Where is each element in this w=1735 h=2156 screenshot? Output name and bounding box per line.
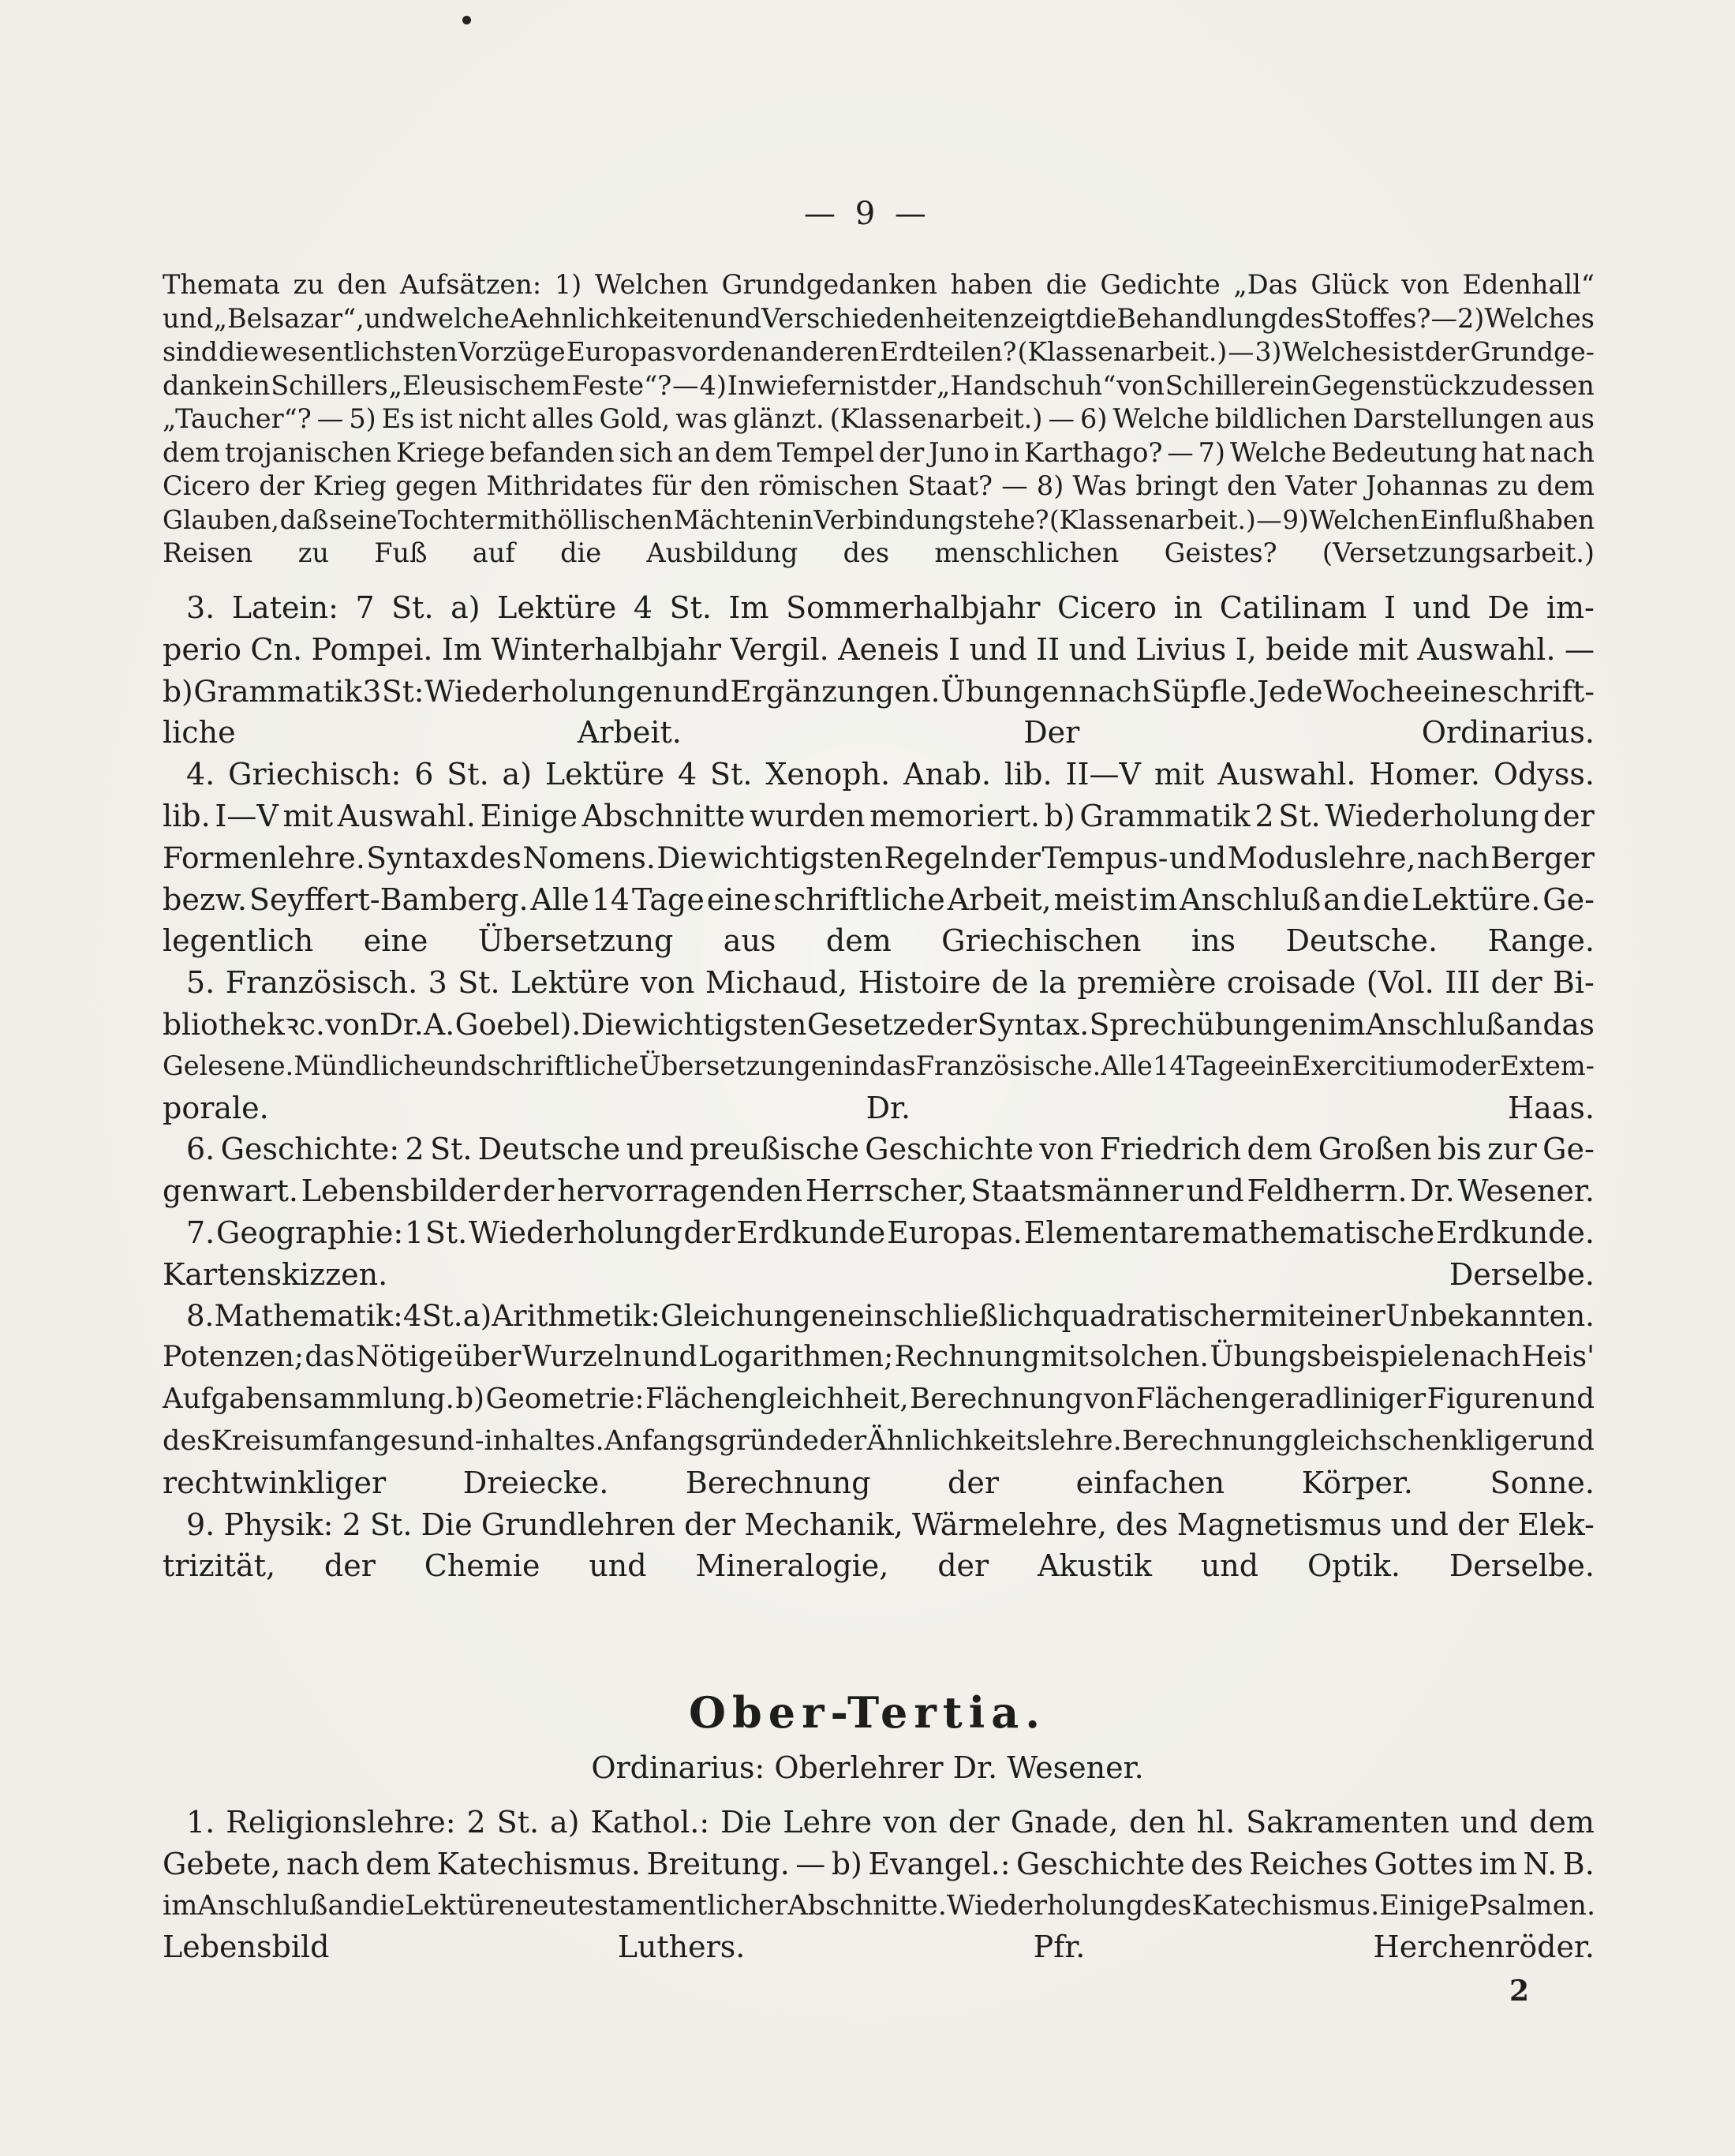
themata-paragraph (163, 268, 1595, 571)
text-line: im Anschluß an die Lektüre neutestamentlicher Abschnitte. Wiederholung des Katechismus. Einige Psalmen. (163, 1889, 1596, 1922)
page-number: — 9 — (804, 196, 931, 232)
lower-section (163, 1802, 1595, 1968)
text-line: Gelesene. Mündliche und schriftliche Übersetzungen in das Französische. Alle 14 Tage ein Exercitium oder Extem- (163, 1050, 1595, 1081)
text-line: 4. Griechisch: 6 St. a) Lektüre 4 St. Xenoph. Anab. lib. II—V mit Auswahl. Homer. Odyss. (186, 757, 1595, 792)
text-line: danke in Schillers „Eleusischem Feste“? — 4) Inwiefern ist der „Handschuh“ von Schiller ein Gegenstück zu dessen (163, 369, 1595, 401)
text-line: 5. Französisch. 3 St. Lektüre von Michaud, Histoire de la première croisade (Vol. III der Bi- (186, 965, 1595, 1001)
text-line: 9. Physik: 2 St. Die Grundlehren der Mechanik, Wärmelehre, des Magnetismus und der Elek- (186, 1507, 1595, 1542)
text-line: b) Grammatik 3 St: Wiederholungen und Ergänzungen. Übungen nach Süpfle. Jede Woche eine schrift- (163, 673, 1595, 709)
signature-mark: 2 (1509, 1974, 1530, 2008)
text-line: Aufgabensammlung. b) Geometrie: Flächengleichheit, Berechnung von Flächen geradliniger Figuren und (163, 1383, 1595, 1416)
text-line: bezw. Seyffert-Bamberg. Alle 14 Tage eine schriftliche Arbeit, meist im Anschluß an die Lektüre. Ge- (163, 881, 1595, 917)
section-ordinarius: Ordinarius: Oberlehrer Dr. Wesener. (591, 1750, 1144, 1785)
text-line: 3. Latein: 7 St. a) Lektüre 4 St. Im Sommerhalbjahr Cicero in Catilinam I und De im- (186, 590, 1595, 625)
text-line: rechtwinkliger Dreiecke. Berechnung der einfachen Körper. Sonne. (163, 1465, 1595, 1500)
text-line: 8. Mathematik: 4 St. a) Arithmetik: Gleichungen einschließlich quadratischer mit einer Unbekannten. (186, 1298, 1595, 1333)
text-line: Cicero der Krieg gegen Mithridates für den römischen Staat? — 8) Was bringt den Vater Johannas zu dem (163, 470, 1595, 501)
text-line: lib. I—V mit Auswahl. Einige Abschnitte wurden memoriert. b) Grammatik 2 St. Wiederholung der (163, 798, 1595, 833)
text-line: bliothek ꝛc. von Dr. A. Goebel). Die wichtigsten Gesetze der Syntax. Sprechübungen im Anschluß an das (163, 1006, 1595, 1042)
ink-dot (462, 16, 471, 24)
text-line: Themata zu den Aufsätzen: 1) Welchen Grundgedanken haben die Gedichte „Das Glück von Edenhall“ (163, 269, 1595, 300)
text-line: sind die wesentlichsten Vorzüge Europas vor den anderen Erdteilen? (Klassenarbeit.) — 3) Welches ist der Grundge- (163, 336, 1595, 367)
text-line: trizität, der Chemie und Mineralogie, der Akustik und Optik. Derselbe. (163, 1548, 1595, 1584)
text-line: genwart. Lebensbilder der hervorragenden Herrscher, Staatsmänner und Feldherrn. Dr. Wesener. (163, 1173, 1595, 1209)
text-line: und „Belsazar“, und welche Aehnlichkeiten und Verschiedenheiten zeigt die Behandlung des Stoffes? — 2) Welches (163, 302, 1595, 334)
text-line: „Taucher“? — 5) Es ist nicht alles Gold, was glänzt. (Klassenarbeit.) — 6) Welche bildlichen Darstellungen aus (163, 403, 1595, 434)
text-line: Potenzen; das Nötige über Wurzeln und Logarithmen; Rechnung mit solchen. Übungsbeispiele nach Heis' (163, 1341, 1595, 1374)
text-line: Gebete, nach dem Katechismus. Breitung. — b) Evangel.: Geschichte des Reiches Gottes im N. B. (163, 1846, 1595, 1881)
text-line: des Kreisumfanges und -inhaltes. Anfangsgründe der Ähnlichkeitslehre. Berechnung gleichschenkliger und (163, 1424, 1595, 1457)
text-line: 7. Geographie: 1 St. Wiederholung der Erdkunde Europas. Elementare mathematische Erdkunde. (186, 1215, 1595, 1250)
text-line: liche Arbeit. Der Ordinarius. (163, 715, 1595, 750)
section-heading: Ober-Tertia. (688, 1687, 1047, 1738)
text-line: Lebensbild Luthers. Pfr. Herchenröder. (163, 1930, 1595, 1965)
text-line: 1. Religionslehre: 2 St. a) Kathol.: Die Lehre von der Gnade, den hl. Sakramenten und dem (186, 1805, 1595, 1840)
text-line: Formenlehre. Syntax des Nomens. Die wichtigsten Regeln der Tempus- und Moduslehre, nach Berger (163, 840, 1595, 875)
text-line: legentlich eine Übersetzung aus dem Griechischen ins Deutsche. Range. (163, 923, 1595, 959)
text-line: dem trojanischen Kriege befanden sich an dem Tempel der Juno in Karthago? — 7) Welche Bedeutung hat nach (163, 436, 1595, 468)
subjects-section (163, 587, 1595, 1587)
text-line: Kartenskizzen. Derselbe. (163, 1256, 1595, 1292)
text-line: perio Cn. Pompei. Im Winterhalbjahr Vergil. Aeneis I und II und Livius I, beide mit Auswahl. — (163, 631, 1595, 667)
text-line: 6. Geschichte: 2 St. Deutsche und preußische Geschichte von Friedrich dem Großen bis zur Ge- (186, 1132, 1595, 1167)
text-line: Reisen zu Fuß auf die Ausbildung des menschlichen Geistes? (Versetzungsarbeit.) (163, 537, 1595, 568)
text-line: Glauben, daß seine Tochter mit höllischen Mächten in Verbindung stehe? (Klassenarbeit.) — 9) Welchen Einfluß haben (163, 504, 1595, 535)
text-line: porale. Dr. Haas. (163, 1090, 1595, 1125)
